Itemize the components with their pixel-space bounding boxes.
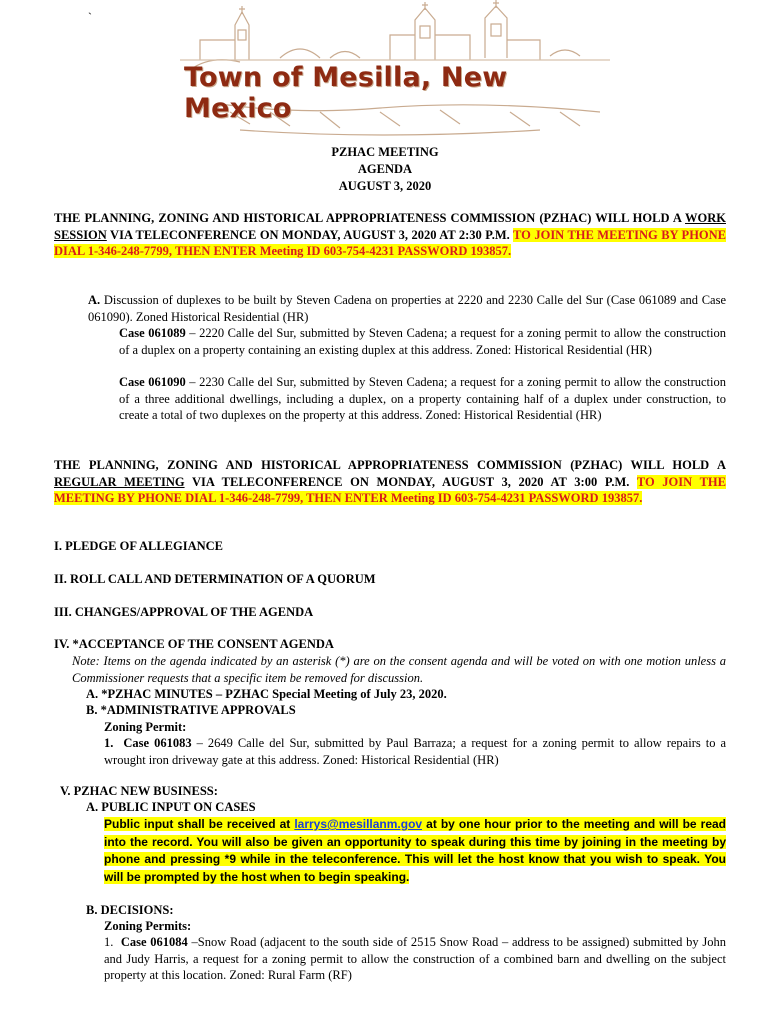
case-061090	[119, 374, 726, 424]
town-logo-title: Town of Mesilla, New Mexico	[184, 62, 508, 124]
stray-mark: `	[88, 10, 92, 24]
regular-meeting-notice	[54, 457, 726, 507]
item-a-text: Discussion of duplexes to be built by Steven Cadena on properties at 2220 and 2230 Calle del Sur (Case 061089 and Case 061090). Zoned Historical Residential (HR)	[88, 293, 727, 324]
case-061090-text: – 2230 Calle del Sur, submitted by Steven Cadena; a request for a zoning permit to allow the construction of a three additional dwellings, including a duplex, on a property containing half of a duplex under construction, to create a total of two duplexes on the property at this address. Zoned: Historical Residential (HR)	[119, 375, 726, 423]
regular-meeting-underlined: REGULAR MEETING	[54, 474, 185, 489]
regular-meeting-phone-info: TO JOIN THE MEETING BY PHONE DIAL 1-346-248-7799, THEN ENTER Meeting ID 603-754-4231 PASSWORD 193857.	[54, 474, 726, 506]
section-consent-agenda: IV. *ACCEPTANCE OF THE CONSENT AGENDA	[54, 637, 334, 651]
work-session-text: THE PLANNING, ZONING AND HISTORICAL APPROPRIATENESS COMMISSION (PZHAC) WILL HOLD A	[54, 211, 686, 225]
case-061084	[104, 934, 726, 984]
consent-zoning-permit-heading: Zoning Permit:	[104, 720, 187, 734]
work-session-underlined: WORK SESSION	[54, 211, 726, 242]
case-061089	[119, 325, 726, 358]
work-session-notice	[54, 210, 726, 260]
public-input-text: Public input shall be received at	[104, 817, 295, 831]
section-agenda-approval: III. CHANGES/APPROVAL OF THE AGENDA	[54, 605, 314, 619]
work-session-time: VIA TELECONFERENCE ON MONDAY, AUGUST 3, 2020 AT 2:30 P.M.	[106, 227, 514, 242]
case-061089-text: – 2220 Calle del Sur, submitted by Steven Cadena; a request for a zoning permit to allow the construction of a duplex on a property containing an existing duplex at this address. Zoned: Historical Residential (HR)	[119, 326, 726, 357]
title-line-2: AGENDA	[357, 162, 413, 176]
consent-item-a: A. *PZHAC MINUTES – PZHAC Special Meeting of July 23, 2020.	[86, 687, 447, 701]
regular-meeting-time: VIA TELECONFERENCE ON MONDAY, AUGUST 3, 2020 AT 3:00 P.M.	[184, 474, 637, 489]
case-061083	[104, 735, 726, 768]
case-061083-label: 1.	[104, 736, 114, 750]
case-061084-label: 1.	[104, 935, 114, 949]
case-061084-number: Case 061084	[120, 935, 188, 949]
public-input-heading: A. PUBLIC INPUT ON CASES	[86, 800, 256, 814]
case-061083-number: Case 061083	[123, 736, 192, 750]
case-061083-text: – 2649 Calle del Sur, submitted by Paul Barraza; a request for a zoning permit to allow repairs to a wrought iron driveway gate at this address. Zoned: Historical Residential (HR)	[104, 736, 727, 767]
consent-item-b: B. *ADMINISTRATIVE APPROVALS	[86, 703, 296, 717]
public-input-notice	[104, 816, 726, 886]
consent-agenda-note: Note: Items on the agenda indicated by an asterisk (*) are on the consent agenda and will be voted on with one motion unless a Commissioner requests that a specific item be removed for discussion.	[72, 654, 726, 685]
section-roll-call: II. ROLL CALL AND DETERMINATION OF A QUORUM	[54, 572, 376, 586]
item-a-label: A.	[88, 293, 101, 307]
section-pledge: I. PLEDGE OF ALLEGIANCE	[54, 539, 224, 553]
meeting-title	[0, 144, 770, 195]
section-new-business: V. PZHAC NEW BUSINESS:	[60, 784, 218, 798]
item-a	[88, 292, 726, 325]
case-061084-text: –Snow Road (adjacent to the south side of 2515 Snow Road – address to be assigned) submitted by John and Judy Harris, a request for a zoning permit to allow the construction of a combined barn and dwelling on the subject property at this location. Zoned: Rural Farm (RF)	[104, 935, 726, 983]
title-line-1: PZHAC MEETING	[331, 145, 439, 159]
public-input-instructions: at by one hour prior to the meeting and will be read into the record. You will also be given an opportunity to speak during this time by joining in the meeting by phone and pressing *9 while in the teleconference. This will let the host know that you wish to speak. You will be prompted by the host when to begin speaking.	[104, 817, 726, 884]
decisions-heading: B. DECISIONS:	[86, 903, 174, 917]
contact-email-link[interactable]: larrys@mesillanm.gov	[294, 817, 423, 831]
work-session-phone-info: TO JOIN THE MEETING BY PHONE DIAL 1-346-248-7799, THEN ENTER Meeting ID 603-754-4231 PASSWORD 193857.	[54, 227, 726, 259]
case-061090-number: Case 061090	[119, 375, 186, 389]
title-line-3: AUGUST 3, 2020	[338, 179, 432, 193]
case-061089-number: Case 061089	[119, 326, 186, 340]
regular-meeting-text: THE PLANNING, ZONING AND HISTORICAL APPROPRIATENESS COMMISSION (PZHAC) WILL HOLD A	[54, 458, 726, 472]
decisions-zoning-permits-heading: Zoning Permits:	[104, 919, 192, 933]
